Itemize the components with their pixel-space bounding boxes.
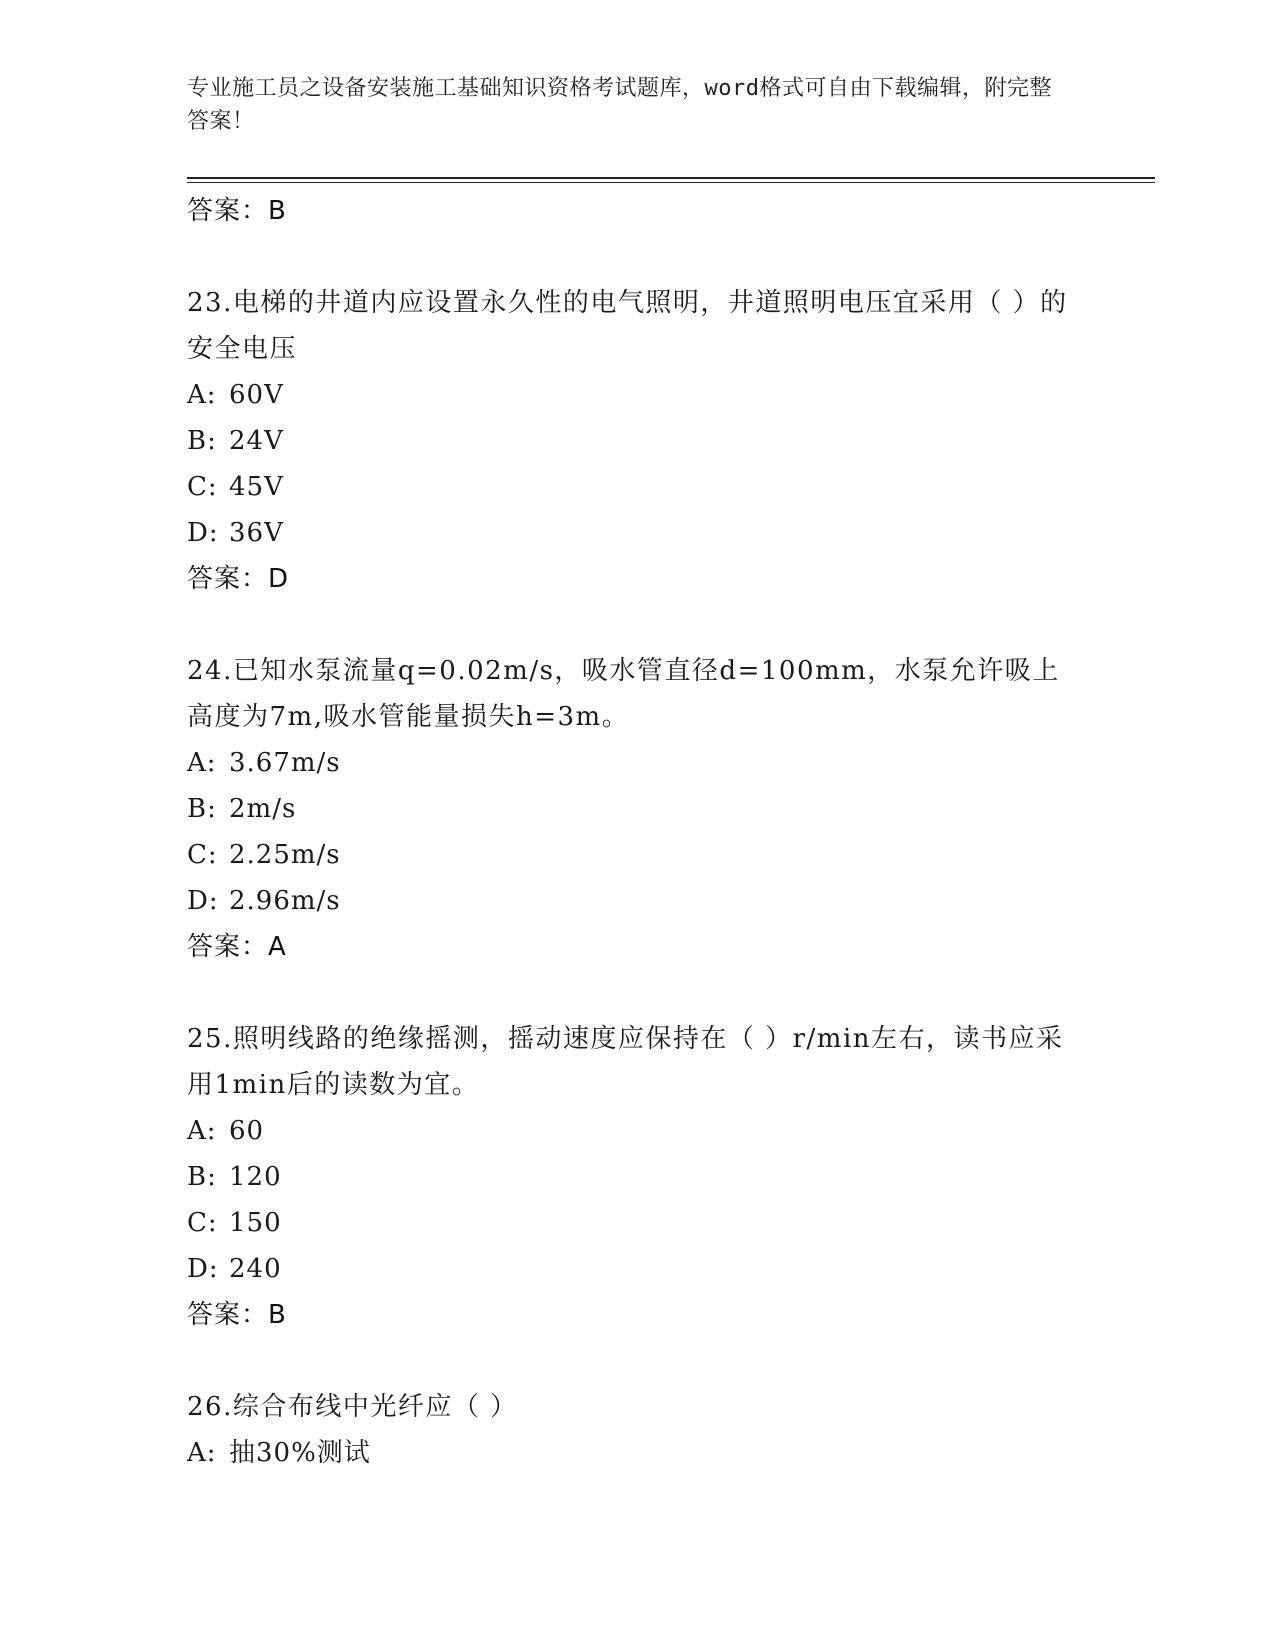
question-text: 24.已知水泵流量q=0.02m/s，吸水管直径d=100mm，水泵允许吸上高度为7m,吸水管能量损失h=3m。: [187, 656, 1060, 732]
question-block: [187, 280, 1087, 602]
option-text: 36V: [229, 518, 284, 548]
answer-line: 答案：D: [187, 564, 290, 594]
option-d: [187, 878, 1087, 924]
option-text: 2.25m/s: [229, 840, 341, 870]
option-text: 2m/s: [229, 794, 297, 824]
option-a: [187, 372, 1087, 418]
option-text: 24V: [229, 426, 284, 456]
option-b: [187, 1154, 1087, 1200]
option-letter: C:: [187, 840, 218, 870]
option-c: [187, 1200, 1087, 1246]
question-block: [187, 1016, 1087, 1338]
header-divider: [187, 177, 1155, 184]
option-a: [187, 1108, 1087, 1154]
question-block: [187, 648, 1087, 970]
header-note: 专业施工员之设备安装施工基础知识资格考试题库，word格式可自由下载编辑，附完整答案！: [187, 76, 1052, 134]
option-a: [187, 1430, 1087, 1476]
option-d: [187, 1246, 1087, 1292]
option-letter: A:: [187, 1116, 217, 1146]
option-letter: D:: [187, 886, 219, 916]
question-text: 26.综合布线中光纤应（ ）: [187, 1392, 518, 1422]
option-letter: C:: [187, 472, 218, 502]
question-block: [187, 1384, 1087, 1476]
option-letter: A:: [187, 1438, 217, 1468]
option-letter: B:: [187, 426, 217, 456]
option-text: 抽30%测试: [229, 1438, 371, 1468]
option-d: [187, 510, 1087, 556]
option-text: 3.67m/s: [229, 748, 341, 778]
answer-line: 答案：A: [187, 932, 287, 962]
option-letter: A:: [187, 380, 217, 410]
option-b: [187, 418, 1087, 464]
option-c: [187, 464, 1087, 510]
question-list: [187, 188, 1087, 1476]
option-letter: C:: [187, 1208, 218, 1238]
answer-line: 答案：B: [187, 1300, 287, 1330]
option-text: 60: [229, 1116, 265, 1146]
answer-line: 答案：B: [187, 196, 287, 226]
option-letter: D:: [187, 1254, 219, 1284]
option-b: [187, 786, 1087, 832]
option-letter: B:: [187, 1162, 217, 1192]
option-c: [187, 832, 1087, 878]
question-text: 25.照明线路的绝缘摇测，摇动速度应保持在（ ）r/min左右，读书应采用1min后的读数为宜。: [187, 1024, 1064, 1100]
option-letter: A:: [187, 748, 217, 778]
option-text: 150: [229, 1208, 282, 1238]
option-text: 120: [229, 1162, 282, 1192]
option-letter: B:: [187, 794, 217, 824]
option-text: 2.96m/s: [229, 886, 341, 916]
option-text: 60V: [229, 380, 284, 410]
option-letter: D:: [187, 518, 219, 548]
option-a: [187, 740, 1087, 786]
question-text: 23.电梯的井道内应设置永久性的电气照明，井道照明电压宜采用（ ）的安全电压: [187, 288, 1068, 364]
option-text: 240: [229, 1254, 282, 1284]
option-text: 45V: [229, 472, 284, 502]
